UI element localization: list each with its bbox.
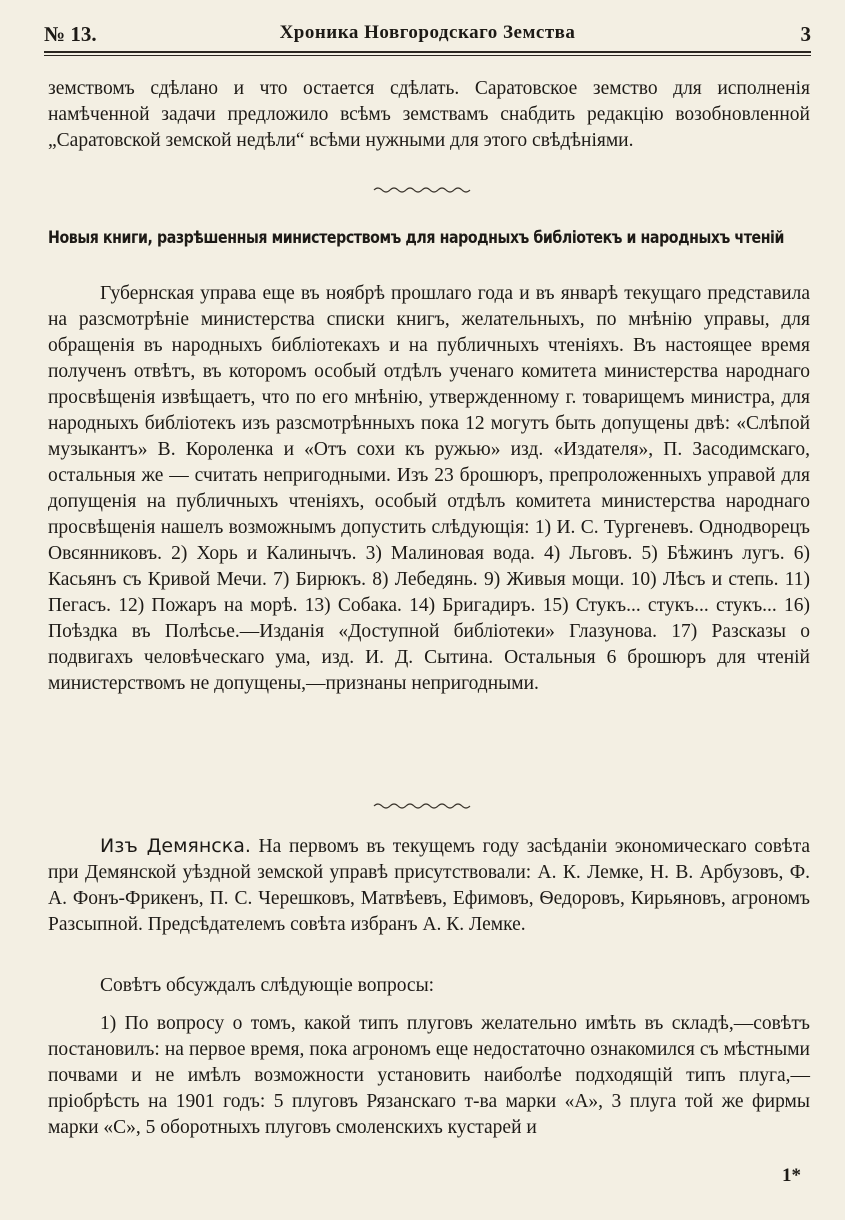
ornament-divider-1 xyxy=(372,184,472,196)
signature-mark: 1* xyxy=(782,1165,801,1186)
paragraph-lead-place: Изъ Демянска. xyxy=(100,835,251,857)
running-header xyxy=(44,22,811,50)
page-number: 3 xyxy=(800,22,811,46)
paragraph-questions-intro: Совѣтъ обсуждалъ слѣдующіе вопросы: xyxy=(100,975,435,996)
header-rule-thin xyxy=(44,55,811,56)
paragraph-new-books: Губернская управа еще въ ноябрѣ прошлаго года и въ январѣ текущаго представила на разсмотрѣніе министерства списки книгъ, желательныхъ, по мнѣнію управы, для обращенія въ народныхъ библіотекахъ и на публичныхъ чтеніяхъ. Въ настоящее время полученъ отвѣтъ, въ которомъ особый отдѣлъ ученаго комитета министерства народнаго просвѣщенія извѣщаетъ, что по его мнѣнію, утвержденному г. товарищемъ министра, для народныхъ библіотекъ изъ разсмотрѣнныхъ пока 12 могутъ быть допущены двѣ: «Слѣпой музыкантъ» В. Короленка и «Отъ сохи къ ружью» изд. «Издателя», П. Засодимскаго, остальныя же — считать непригодными. Изъ 23 брошюръ, препроложенныхъ управой для допущенія на публичныхъ чтеніяхъ, особый отдѣлъ комитета министерства народнаго просвѣщенія нашелъ возможнымъ допустить слѣдующія: 1) И. С. Тургеневъ. Однодворецъ Овсянниковъ. 2) Хорь и Калинычъ. 3) Малиновая вода. 4) Льговъ. 5) Бѣжинъ лугъ. 6) Касьянъ съ Кривой Мечи. 7) Бирюкъ. 8) Лебедянь. 9) Живыя мощи. 10) Лѣсъ и степь. 11) Пегасъ. 12) Пожаръ на морѣ. 13) Собака. 14) Бригадиръ. 15) Стукъ... стукъ... стукъ... 16) Поѣздка въ Полѣсье.—Изданія «Доступной библіотеки» Глазунова. 17) Разсказы о подвигахъ человѣческаго ума, изд. И. Д. Сытина. Остальныя 6 брошюръ для чтеній министерствомъ не допущены,—признаны непригодными. xyxy=(48,283,810,694)
journal-title: Хроника Новгородскаго Земства xyxy=(279,22,576,43)
paragraph-question-1: 1) По вопросу о томъ, какой типъ плуговъ желательно имѣть въ складѣ,—совѣтъ постановилъ: на первое время, пока агрономъ еще недостаточно ознакомился съ мѣстными почвами и не имѣлъ возможности установить наиболѣе подходящій типъ плуга,—пріобрѣсть на 1901 годъ: 5 плуговъ Рязанскаго т-ва марки «А», 3 плуга той же фирмы марки «С», 5 оборотныхъ плуговъ смоленскихъ кустарей и xyxy=(48,1013,810,1138)
issue-number: № 13. xyxy=(44,22,97,46)
header-rule xyxy=(44,51,811,53)
section-title: Новыя книги, разрѣшенныя министерствомъ для народныхъ библіотекъ и народныхъ чтеній xyxy=(48,228,785,247)
paragraph-continuation: земствомъ сдѣлано и что остается сдѣлать. Саратовское земство для исполненія намѣченной задачи предложило всѣмъ земствамъ снабдить редакцію возобновленной „Саратовской земской недѣли“ всѣми нужными для этого свѣдѣніями. xyxy=(48,78,810,151)
paragraph-demyansk xyxy=(48,833,810,938)
paragraph-demyansk-body: На первомъ въ текущемъ году засѣданіи экономическаго совѣта при Демянской уѣздной земской управѣ присутствовали: А. К. Лемке, Н. В. Арбузовъ, Ф. А. Фонъ-Фрикенъ, П. С. Черешковъ, Матвѣевъ, Ефимовъ, Ѳедоровъ, Кирьяновъ, агрономъ Разсыпной. Предсѣдателемъ совѣта избранъ А. К. Лемке. xyxy=(48,836,810,935)
ornament-divider-2 xyxy=(372,800,472,812)
